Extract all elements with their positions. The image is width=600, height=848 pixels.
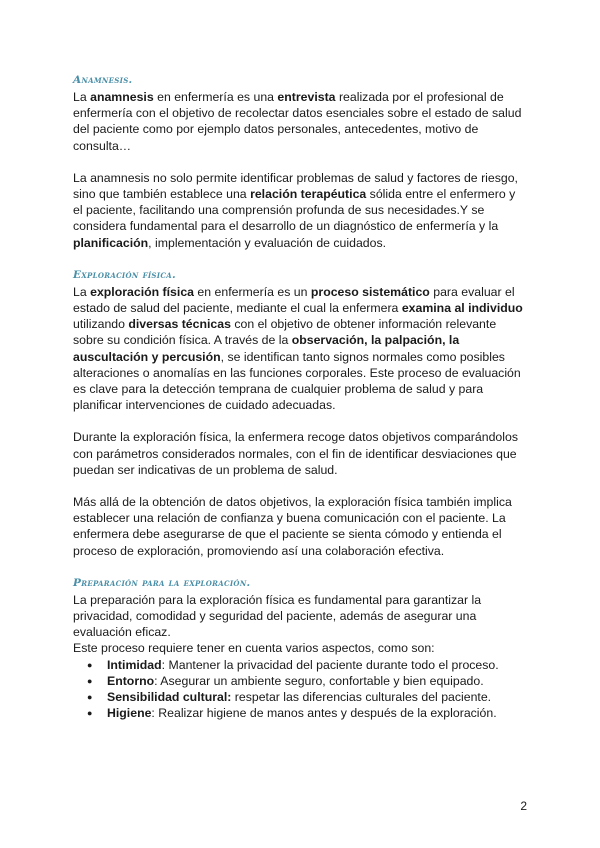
document-page xyxy=(73,74,528,722)
paragraph xyxy=(73,170,528,251)
section-heading-preparacion: Preparación para la exploración. xyxy=(73,576,251,589)
section-heading-anamnesis: Anamnesis. xyxy=(73,74,133,86)
bold-term: entrevista xyxy=(277,90,336,104)
page-number: 2 xyxy=(520,799,527,813)
list-item xyxy=(107,705,528,721)
paragraph: La preparación para la exploración física es fundamental para garantizar la privacidad, comodidad y seguridad del paciente, además de asegurar una evaluación eficaz. xyxy=(73,592,482,640)
text: en enfermería es un xyxy=(194,284,311,299)
paragraph: Durante la exploración física, la enfermera recoge datos objetivos comparándolos con parámetros considerados normales, con el fin de identificar desviaciones que puedan ser indicativas de un problema de salud. xyxy=(73,430,518,477)
text: : Realizar higiene de manos antes y después de la exploración. xyxy=(151,706,497,721)
bold-term: observación, la palpación, la auscultación y percusión xyxy=(73,333,460,364)
text: La anamnesis no solo permite identificar problemas de salud y factores de riesgo, sino que también establece una xyxy=(73,170,518,202)
text: para evaluar el estado de salud del paciente, mediante el cual la enfermera xyxy=(73,284,515,316)
text: respetar las diferencias culturales del paciente. xyxy=(231,690,492,705)
text: utilizando xyxy=(73,317,129,332)
section-heading-exploracion: Exploración física. xyxy=(73,268,176,281)
bold-term: anamnesis xyxy=(90,90,154,104)
bold-term: proceso sistemático xyxy=(310,284,430,299)
paragraph: Este proceso requiere tener en cuenta varios aspectos, como son: xyxy=(73,641,435,656)
text: con el objetivo de obtener información relevante sobre su condición física. A través de la xyxy=(73,317,497,348)
paragraph xyxy=(73,284,528,414)
text: en enfermería es una xyxy=(153,90,278,104)
bold-term: Intimidad xyxy=(107,657,162,672)
text: : Mantener la privacidad del paciente durante todo el proceso. xyxy=(161,657,499,672)
text: , implementación y evaluación de cuidados. xyxy=(148,235,387,250)
text: , se identifican tanto signos normales como posibles alteraciones o anomalías en las funciones corporales. Este proceso de evaluación es clave para la detección temprana de cualquier problema de salud y para planificar intervenciones de cuidado adecuadas. xyxy=(73,349,521,413)
bold-term: Entorno xyxy=(107,673,155,688)
text: La xyxy=(73,284,91,299)
bold-term: examina al individuo xyxy=(401,301,523,316)
list-item xyxy=(107,673,528,689)
text: La xyxy=(73,90,91,104)
bold-term: Sensibilidad cultural: xyxy=(107,690,232,705)
bold-term: planificación xyxy=(73,235,149,250)
bold-term: Higiene xyxy=(107,706,152,721)
list-item xyxy=(107,657,528,673)
text: sólida entre el enfermero y el paciente, facilitando una comprensión profunda de sus necesidades.Y se considera fundamental para el desarrollo de un diagnóstico de enfermería y la xyxy=(73,187,516,234)
text: realizada por el profesional de enfermería con el objetivo de recolectar datos esenciales sobre el estado de salud del paciente como por ejemplo datos personales, antecedentes, motivo de consulta… xyxy=(73,90,522,153)
bold-term: exploración física xyxy=(90,284,194,299)
paragraph: Más allá de la obtención de datos objetivos, la exploración física también implica establecer una relación de confianza y buena comunicación con el paciente. La enfermera debe asegurarse de que el paciente se sienta cómodo y entienda el proceso de exploración, promoviendo así una colaboración efectiva. xyxy=(73,495,512,558)
bullet-list xyxy=(73,657,528,722)
paragraph xyxy=(73,89,528,154)
list-item xyxy=(107,689,528,705)
bold-term: diversas técnicas xyxy=(128,317,231,332)
text: : Asegurar un ambiente seguro, confortable y bien equipado. xyxy=(154,673,484,688)
bold-term: relación terapéutica xyxy=(250,187,367,202)
